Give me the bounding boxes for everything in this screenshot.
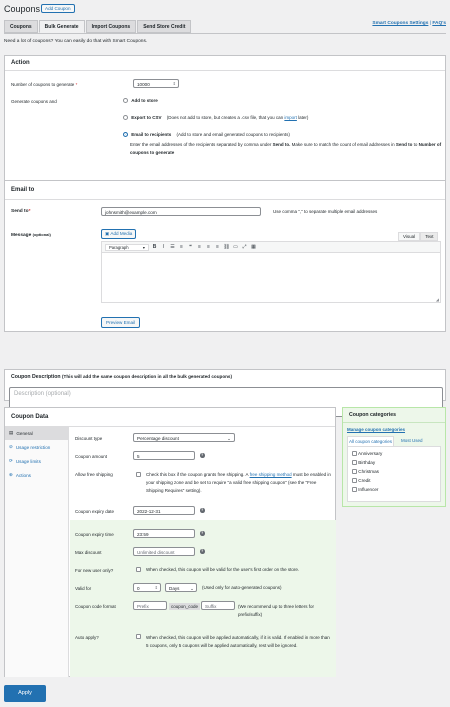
auto-apply-label: Auto apply?	[75, 635, 99, 640]
num-coupons-value: 10000	[137, 82, 150, 87]
chevron-down-icon: ⌄	[227, 436, 231, 441]
option-email-recipients[interactable]	[123, 132, 290, 137]
faq-link[interactable]: FAQ's	[432, 21, 446, 26]
category-checkbox[interactable]	[352, 478, 357, 483]
send-to-label	[11, 209, 30, 214]
tab-text[interactable]: Text	[420, 232, 438, 241]
radio-add-to-store[interactable]	[123, 98, 128, 103]
general-icon: ▤	[9, 430, 14, 435]
num-coupons-label-text: Number of coupons to generate	[11, 82, 75, 87]
nav-general-label: General	[16, 430, 33, 436]
new-user-desc: When checked, this coupon will be valid for the user's first order on the store.	[146, 567, 300, 572]
highlighted-fields-bg	[70, 520, 336, 677]
tab-send-store-credit[interactable]: Send Store Credit	[137, 20, 191, 33]
max-discount-input[interactable]: Unlimited discount	[133, 547, 195, 556]
email-to-card	[4, 180, 446, 332]
category-item[interactable]	[352, 451, 436, 460]
email-to-title: Email to	[5, 181, 445, 200]
media-icon: ▣	[105, 231, 110, 236]
email-note	[130, 141, 442, 157]
valid-for-value: 0	[137, 586, 140, 591]
auto-apply-checkbox[interactable]	[136, 634, 141, 639]
align-center-icon[interactable]: ≡	[207, 244, 210, 250]
add-media-label: Add Media	[110, 231, 133, 236]
format-value: Paragraph	[109, 244, 129, 250]
valid-for-spinner-icon[interactable]: ⇕	[154, 585, 158, 590]
category-checkbox[interactable]	[352, 460, 357, 465]
editor-toolbar	[102, 242, 440, 253]
option-csv-desc: (Does not add to store, but creates a .csv file, that you can	[166, 115, 285, 120]
option-export-csv[interactable]	[123, 115, 308, 120]
limits-icon: ⟳	[9, 458, 13, 463]
align-right-icon[interactable]: ≡	[216, 244, 219, 250]
amount-help-icon[interactable]: ?	[201, 453, 204, 457]
apply-button[interactable]: Apply	[4, 685, 46, 702]
option-add-to-store[interactable]	[123, 98, 158, 103]
max-discount-help-icon[interactable]: ?	[201, 549, 204, 553]
send-to-required: *	[28, 209, 31, 214]
tab-all-categories[interactable]: All coupon categories	[347, 436, 394, 446]
chevron-down-icon: ⌄	[190, 586, 194, 591]
option-email-desc: (Add to store and email generated coupons to recipients)	[176, 132, 290, 137]
category-checkbox[interactable]	[352, 469, 357, 474]
align-left-icon[interactable]: ≡	[198, 244, 201, 250]
action-title: Action	[5, 56, 445, 71]
more-icon[interactable]: ▭	[233, 244, 238, 250]
valid-for-note: (Used only for auto-generated coupons)	[202, 585, 282, 590]
add-media-button[interactable]	[101, 229, 136, 239]
coupon-data-nav	[5, 426, 69, 677]
expiry-time-help-icon[interactable]: ?	[201, 531, 204, 535]
coupon-data-title: Coupon Data	[5, 408, 335, 427]
category-item[interactable]	[352, 469, 436, 478]
description-card	[4, 369, 446, 401]
fullscreen-icon[interactable]: ⤢	[242, 244, 247, 250]
nav-usage-restriction[interactable]	[5, 440, 68, 454]
email-note-1: Enter the email addresses of the recipients separated by comma under	[130, 142, 273, 147]
valid-for-label: Valid for	[75, 586, 92, 591]
discount-type-label: Discount type	[75, 436, 103, 441]
numbered-list-icon[interactable]: ≡	[180, 244, 183, 250]
option-add-label: Add to store	[131, 98, 158, 103]
chevron-down-icon: ▾	[142, 244, 145, 250]
free-shipping-method-link[interactable]: free shipping method	[249, 472, 292, 477]
categories-list	[347, 446, 441, 502]
nav-general[interactable]	[5, 426, 68, 440]
free-shipping-desc-2: must be enabled in your shipping zone and be set to require "a valid free shipping coupon" (see the "Free Shipping Requires" setting).	[146, 472, 331, 493]
description-textarea[interactable]: Description (optional)	[9, 387, 443, 417]
message-editor[interactable]	[101, 241, 441, 303]
coupon-data-card	[4, 407, 336, 677]
expiry-time-input[interactable]: 23:59	[133, 529, 195, 538]
radio-email-recipients[interactable]	[123, 132, 128, 137]
editor-tabs	[398, 232, 438, 241]
email-note-b3: Number of coupons to generate	[130, 142, 442, 155]
send-to-input[interactable]: johnsmith@example.com	[101, 207, 261, 216]
categories-card	[342, 407, 446, 507]
format-select[interactable]	[105, 244, 149, 251]
new-user-checkbox[interactable]	[136, 567, 141, 572]
tab-divider	[4, 33, 446, 34]
add-coupon-button[interactable]: Add Coupon	[41, 4, 75, 13]
category-item[interactable]	[352, 478, 436, 487]
send-to-hint: Use comma "," to separate multiple email addresses	[273, 209, 378, 214]
num-coupons-input[interactable]	[133, 79, 179, 88]
valid-for-unit-value: Days	[169, 586, 180, 591]
amount-label: Coupon amount	[75, 454, 108, 459]
tab-visual[interactable]: Visual	[398, 232, 420, 241]
categories-tabs	[347, 436, 424, 446]
new-user-label: For new user only?	[75, 568, 114, 573]
tab-coupons[interactable]: Coupons	[4, 20, 38, 33]
description-title: Coupon Description	[11, 374, 61, 380]
italic-icon[interactable]: I	[162, 244, 165, 250]
category-checkbox[interactable]	[352, 487, 357, 492]
expiry-date-label: Coupon expiry date	[75, 509, 115, 514]
category-item[interactable]	[352, 460, 436, 469]
expiry-date-help-icon[interactable]: ?	[201, 508, 204, 512]
description-header	[5, 370, 445, 384]
top-links	[372, 21, 446, 26]
category-label: Christmas	[358, 469, 379, 474]
send-to-label-text: Send to	[11, 209, 29, 214]
bullet-list-icon[interactable]: ☰	[170, 244, 175, 250]
description-note: (This will add the same coupon description in all the bulk generated coupons)	[62, 374, 233, 379]
email-note-b2: Send to	[395, 142, 413, 147]
category-label: Influencer	[358, 487, 379, 492]
nav-usage-limits-label: Usage limits	[15, 458, 41, 464]
email-note-3: to	[412, 142, 419, 147]
tab-bar	[4, 20, 192, 33]
nav-usage-limits[interactable]	[5, 454, 68, 468]
message-optional: (optional)	[32, 232, 51, 237]
code-format-label: Coupon code format	[75, 604, 116, 609]
tab-bulk-generate[interactable]: Bulk Generate	[39, 20, 85, 33]
generate-label: Generate coupons and	[11, 99, 57, 104]
spinner-icon[interactable]: ⇕	[172, 81, 176, 86]
tab-most-used[interactable]: Most Used	[401, 438, 423, 443]
category-label: Credit	[358, 478, 371, 483]
intro-text: Need a lot of coupons? You can easily do that with Smart Coupons.	[4, 39, 148, 44]
email-note-b1: Send to.	[272, 142, 291, 147]
manage-categories-link[interactable]: Manage coupon categories	[347, 427, 406, 432]
amount-input[interactable]: 5	[133, 451, 195, 460]
email-note-2: Make sure to match the count of email addresses in	[290, 142, 396, 147]
valid-for-input[interactable]	[133, 583, 161, 592]
restriction-icon: ⊘	[9, 444, 13, 449]
required-mark: *	[75, 82, 78, 87]
max-discount-label: Max discount	[75, 550, 102, 555]
resize-handle-icon[interactable]: ◢	[435, 297, 439, 302]
nav-usage-restriction-label: Usage restriction	[15, 444, 51, 450]
import-link[interactable]: import	[284, 115, 297, 120]
category-item[interactable]	[352, 487, 436, 496]
category-label: Anniversary	[358, 451, 383, 456]
blockquote-icon[interactable]: ❝	[189, 244, 192, 250]
suffix-input[interactable]: Suffix	[201, 601, 235, 610]
prefix-input[interactable]: Prefix	[133, 601, 167, 610]
page-title: Coupons	[4, 4, 41, 14]
toolbar-toggle-icon[interactable]: ▦	[251, 244, 256, 250]
option-email-label: Email to recipients	[131, 132, 172, 137]
free-shipping-checkbox[interactable]	[136, 472, 141, 477]
option-csv-label: Export to CSV	[131, 115, 162, 120]
category-label: Birthday	[358, 460, 376, 465]
code-token: coupon_code	[171, 604, 199, 609]
tab-import-coupons[interactable]: Import Coupons	[86, 20, 137, 33]
discount-type-value: Percentage discount	[137, 436, 179, 441]
top-links-separator: |	[429, 21, 431, 26]
preview-email-button[interactable]: Preview Email	[101, 317, 140, 328]
message-label	[11, 232, 51, 238]
actions-icon: ⊕	[9, 472, 13, 477]
message-label-text: Message	[11, 233, 32, 238]
expiry-date-input[interactable]: 2022-12-31	[133, 506, 195, 515]
category-checkbox[interactable]	[352, 451, 357, 456]
nav-actions-label: Actions	[15, 472, 31, 478]
radio-export-csv[interactable]	[123, 115, 128, 120]
free-shipping-desc	[146, 471, 332, 495]
link-icon[interactable]: ⛓	[223, 244, 230, 250]
option-csv-desc-end: later)	[296, 115, 309, 120]
num-coupons-label	[11, 82, 77, 87]
expiry-time-label: Coupon expiry time	[75, 532, 114, 537]
free-shipping-label: Allow free shipping	[75, 472, 113, 477]
code-format-note: (We recommend up to three letters for prefix/suffix)	[238, 604, 314, 617]
auto-apply-desc: When checked, this coupon will be applied automatically, if it is valid. If enabled in more than 5 coupons, only 5 coupons will be applied automatically, rest will be ignored.	[146, 635, 330, 648]
bold-icon[interactable]: B	[152, 244, 157, 250]
valid-for-unit-select[interactable]	[165, 583, 197, 592]
discount-type-select[interactable]	[133, 433, 235, 442]
smart-coupons-settings-link[interactable]: Smart Coupons Settings	[372, 21, 429, 26]
action-card	[4, 55, 446, 200]
categories-title: Coupon categories	[343, 408, 445, 423]
nav-actions[interactable]	[5, 468, 68, 482]
free-shipping-desc-1: Check this box if the coupon grants free shipping. A	[146, 472, 250, 477]
